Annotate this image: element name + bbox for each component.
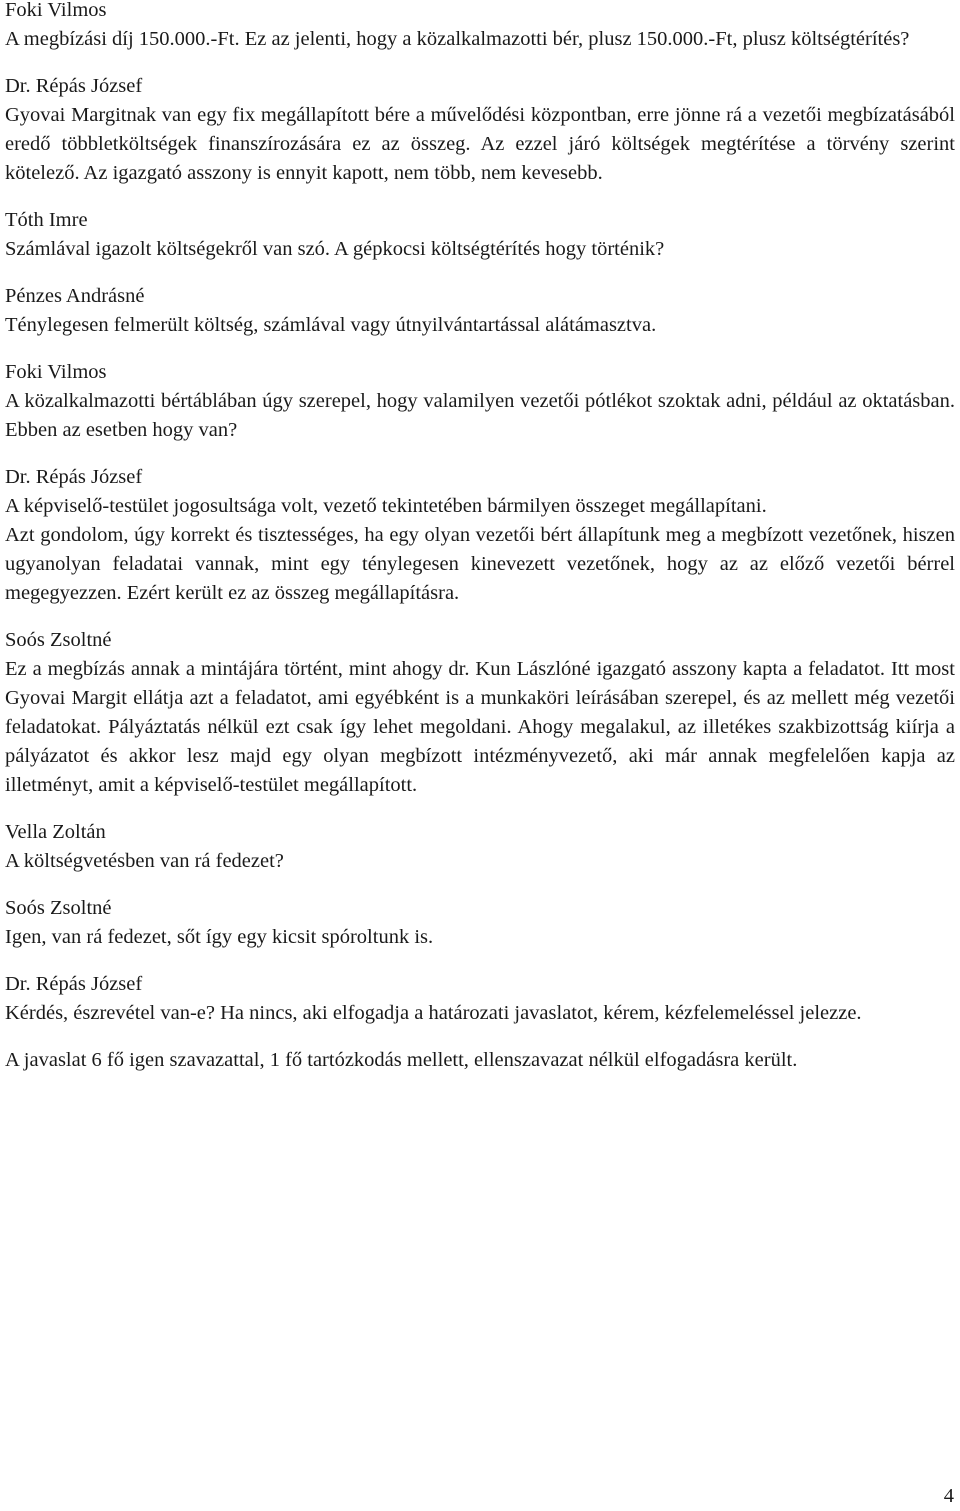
speech-paragraph: Kérdés, észrevétel van-e? Ha nincs, aki elfogadja a határozati javaslatot, kérem, kézfelemeléssel jelezze. [5, 1002, 862, 1024]
speaker-name: Dr. Répás József [5, 973, 143, 995]
speech-paragraph: Gyovai Margitnak van egy fix megállapított bére a művelődési központban, erre jönne rá a vezetői megbízatásából eredő többletköltségek finanszírozására ez az összeg. Az ezzel járó költségek megtérítése a törvény szerint kötelező. Az igazgató asszony is ennyit kapott, nem több, nem kevesebb. [5, 104, 955, 184]
speech-paragraph: Azt gondolom, úgy korrekt és tisztességes, ha egy olyan vezetői bért állapítunk meg a megbízott vezetőnek, hiszen ugyanolyan feladatai vannak, mint egy ténylegesen kinevezett vezetőnek, hogy az az előző vezetői bérrel megegyezzen. Ezért került ez az összeg megállapításra. [5, 524, 955, 604]
speech-paragraph: A megbízási díj 150.000.-Ft. Ez az jelenti, hogy a közalkalmazotti bér, plusz 150.000.-Ft, plusz költségtérítés? [5, 28, 910, 50]
resolution-text: A javaslat 6 fő igen szavazattal, 1 fő tartózkodás mellett, ellenszavazat nélkül elfogadásra került. [5, 1049, 798, 1071]
document-page [5, 0, 955, 1093]
speaker-name: Foki Vilmos [5, 361, 107, 383]
speech-block [5, 970, 955, 1028]
speech-block [5, 463, 955, 608]
speaker-name: Dr. Répás József [5, 466, 143, 488]
speaker-name: Dr. Répás József [5, 75, 143, 97]
speech-block [5, 818, 955, 876]
speech-paragraph: Ez a megbízás annak a mintájára történt, mint ahogy dr. Kun Lászlóné igazgató asszony kapta a feladatot. Itt most Gyovai Margit ellátja azt a feladatot, ami egyébként is a munkaköri leírásában szerepel, és az mellett még vezetői feladatokat. Pályáztatás nélkül ezt csak így lehet megoldani. Ahogy megalakul, az illetékes szakbizottság kiírja a pályázatot és akkor lesz majd egy olyan megbízott intézményvezető, aki már annak megfelelően kapja az illetményt, amit a képviselő-testület megállapított. [5, 658, 955, 796]
speaker-name: Tóth Imre [5, 209, 88, 231]
resolution-block [5, 1046, 955, 1075]
speech-paragraph: Számlával igazolt költségekről van szó. A gépkocsi költségtérítés hogy történik? [5, 238, 665, 260]
speech-block [5, 206, 955, 264]
speaker-name: Foki Vilmos [5, 0, 107, 21]
speaker-name: Vella Zoltán [5, 821, 106, 843]
speech-paragraph: Ténylegesen felmerült költség, számlával vagy útnyilvántartással alátámasztva. [5, 314, 657, 336]
page-number: 4 [943, 1485, 954, 1507]
speaker-name: Pénzes Andrásné [5, 285, 145, 307]
speech-block [5, 72, 955, 188]
speech-paragraph: A költségvetésben van rá fedezet? [5, 850, 284, 872]
speech-paragraph: Igen, van rá fedezet, sőt így egy kicsit spóroltunk is. [5, 926, 434, 948]
speech-block [5, 0, 955, 54]
speech-paragraph: A közalkalmazotti bértáblában úgy szerepel, hogy valamilyen vezetői pótlékot szoktak adni, például az oktatásban. Ebben az esetben hogy van? [5, 390, 955, 441]
speech-block [5, 626, 955, 800]
speaker-name: Soós Zsoltné [5, 629, 112, 651]
speech-block [5, 358, 955, 445]
speech-block [5, 894, 955, 952]
speech-paragraph: A képviselő-testület jogosultsága volt, vezető tekintetében bármilyen összeget megállapítani. [5, 495, 767, 517]
speaker-name: Soós Zsoltné [5, 897, 112, 919]
speech-block [5, 282, 955, 340]
